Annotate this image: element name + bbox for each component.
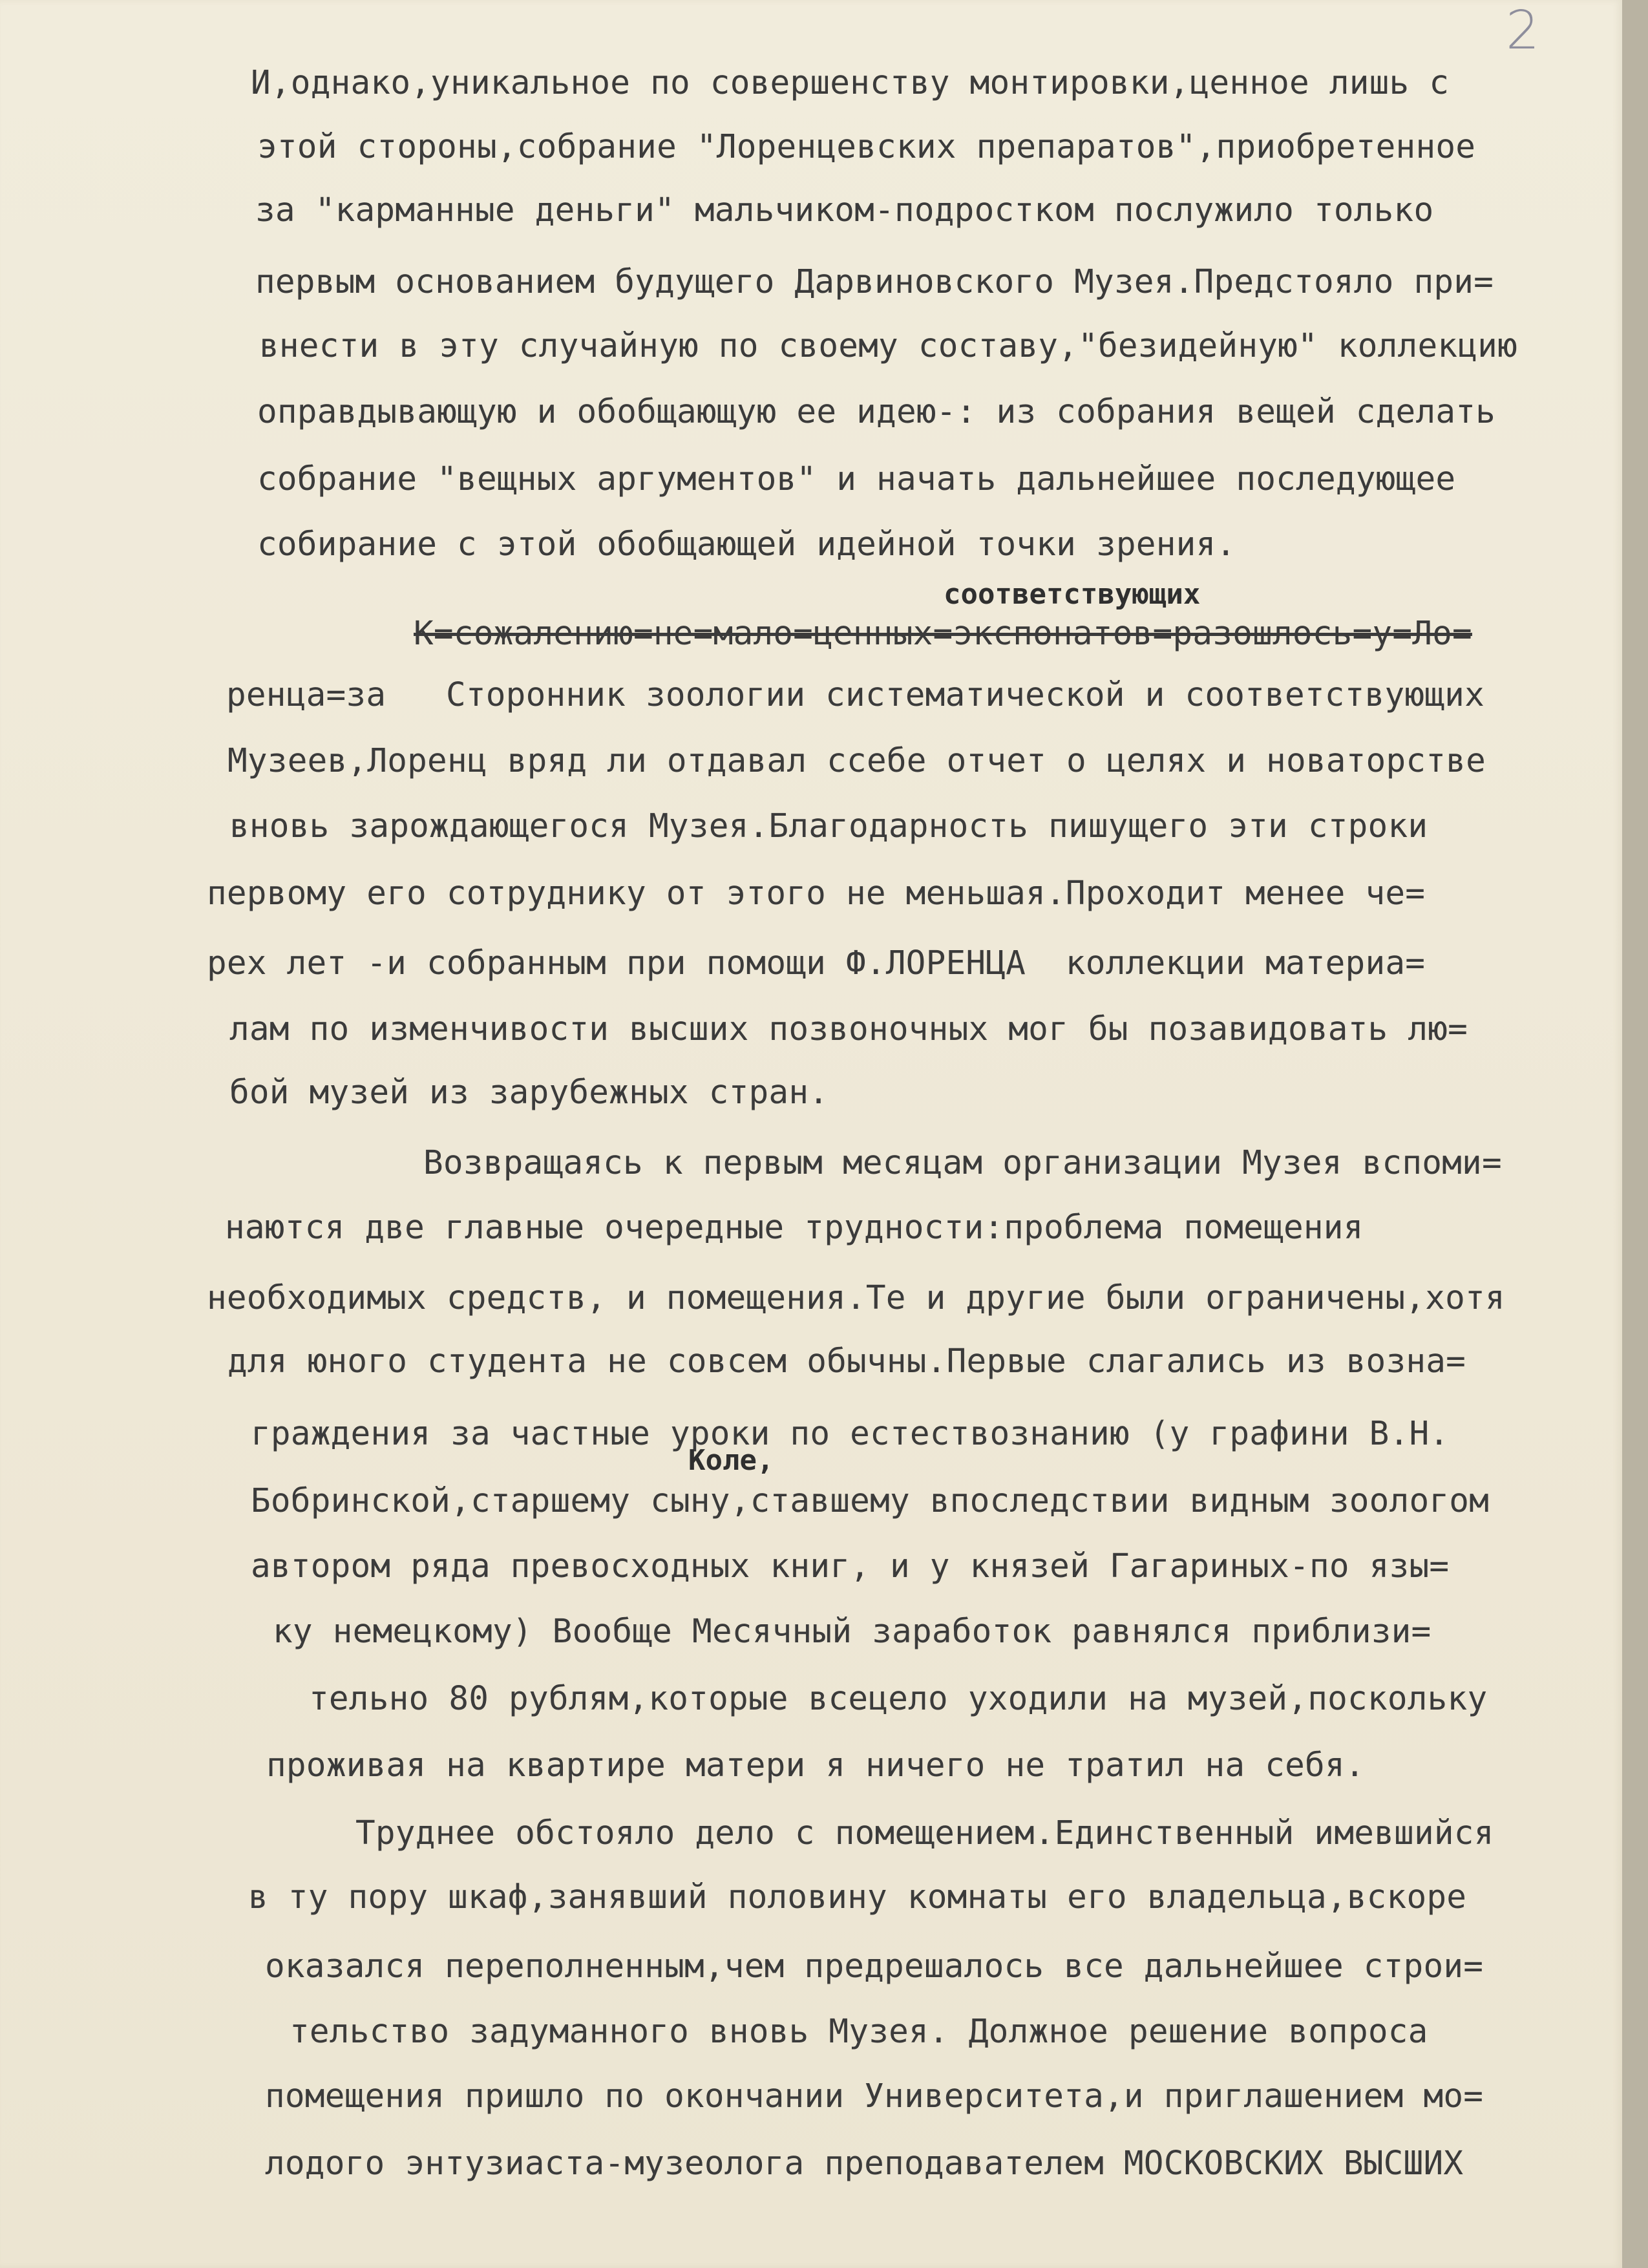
text-line: лам по изменчивости высших позвоночных мог бы позавидовать лю=: [229, 1010, 1468, 1048]
text-line: вновь зарождающегося Музея.Благодарность пишущего эти строки: [229, 807, 1428, 845]
text-line: оказался переполненным,чем предрешалось все дальнейшее строи=: [265, 1947, 1484, 1986]
struck-text-line: К=сожалению=не=мало=ценных=экспонатов=разошлось=у=Ло=: [414, 615, 1472, 653]
insertion-above-line: Коле,: [688, 1444, 774, 1477]
text-line: бой музей из зарубежных стран.: [229, 1074, 829, 1112]
page-edge: [1622, 0, 1648, 2268]
text-line: проживая на квартире матери я ничего не тратил на себя.: [266, 1746, 1365, 1785]
text-line: Музеев,Лоренц вряд ли отдавал ссебе отчет о целях и новаторстве: [227, 742, 1486, 780]
text-line: тельство задуманного вновь Музея. Должное решение вопроса: [290, 2013, 1428, 2051]
text-line: необходимых средств, и помещения.Те и другие были ограничены,хотя: [207, 1279, 1505, 1317]
text-line: за "карманные деньги" мальчиком-подростком послужило только: [255, 191, 1434, 229]
text-line: граждения за частные уроки по естествознанию (у графини В.Н.: [251, 1415, 1450, 1453]
text-line: первым основанием будущего Дарвиновского Музея.Предстояло при=: [255, 263, 1494, 301]
text-line: Возвращаясь к первым месяцам организации Музея вспоми=: [423, 1144, 1502, 1182]
text-line: И,однако,уникальное по совершенству монтировки,ценное лишь с: [251, 64, 1450, 102]
text-line: собирание с этой обобщающей идейной точки зрения.: [257, 525, 1236, 564]
text-line: Труднее обстояло дело с помещением.Единственный имевшийся: [355, 1814, 1494, 1852]
insertion-above-line: соответствующих: [944, 578, 1201, 611]
text-line: лодого энтузиаста-музеолога преподавателем МОСКОВСКИХ ВЫСШИХ: [265, 2145, 1464, 2183]
text-line: ку немецкому) Вообще Месячный заработок равнялся приблизи=: [273, 1613, 1431, 1651]
text-line: внести в эту случайную по своему составу,"безидейную" коллекцию: [259, 327, 1517, 365]
text-line: тельно 80 рублям,которые всецело уходили на музей,поскольку: [309, 1680, 1488, 1718]
text-line: Бобринской,старшему сыну,ставшему впоследствии видным зоологом: [251, 1482, 1490, 1520]
text-line: рех лет -и собранным при помощи Ф.ЛОРЕНЦА коллекции материа=: [207, 944, 1426, 982]
text-line: ренца=за Сторонник зоологии систематической и соответствующих: [226, 676, 1484, 714]
text-line: в ту пору шкаф,занявший половину комнаты его владельца,вскоре: [248, 1878, 1467, 1916]
text-line: автором ряда превосходных книг, и у князей Гагариных-по язы=: [251, 1547, 1450, 1585]
text-line: помещения пришло по окончании Университета,и приглашением мо=: [265, 2077, 1484, 2115]
text-line: этой стороны,собрание "Лоренцевских препаратов",приобретенное: [257, 128, 1476, 166]
text-line: собрание "вещных аргументов" и начать дальнейшее последующее: [257, 460, 1456, 498]
text-line: оправдывающую и обобщающую ее идею-: из собрания вещей сделать: [257, 393, 1496, 431]
text-line: первому его сотруднику от этого не меньшая.Проходит менее че=: [207, 874, 1426, 913]
text-line: для юного студента не совсем обычны.Первые слагались из возна=: [227, 1342, 1466, 1381]
text-line: наются две главные очередные трудности:проблема помещения: [225, 1209, 1364, 1247]
page-number: 2: [1506, 0, 1540, 61]
